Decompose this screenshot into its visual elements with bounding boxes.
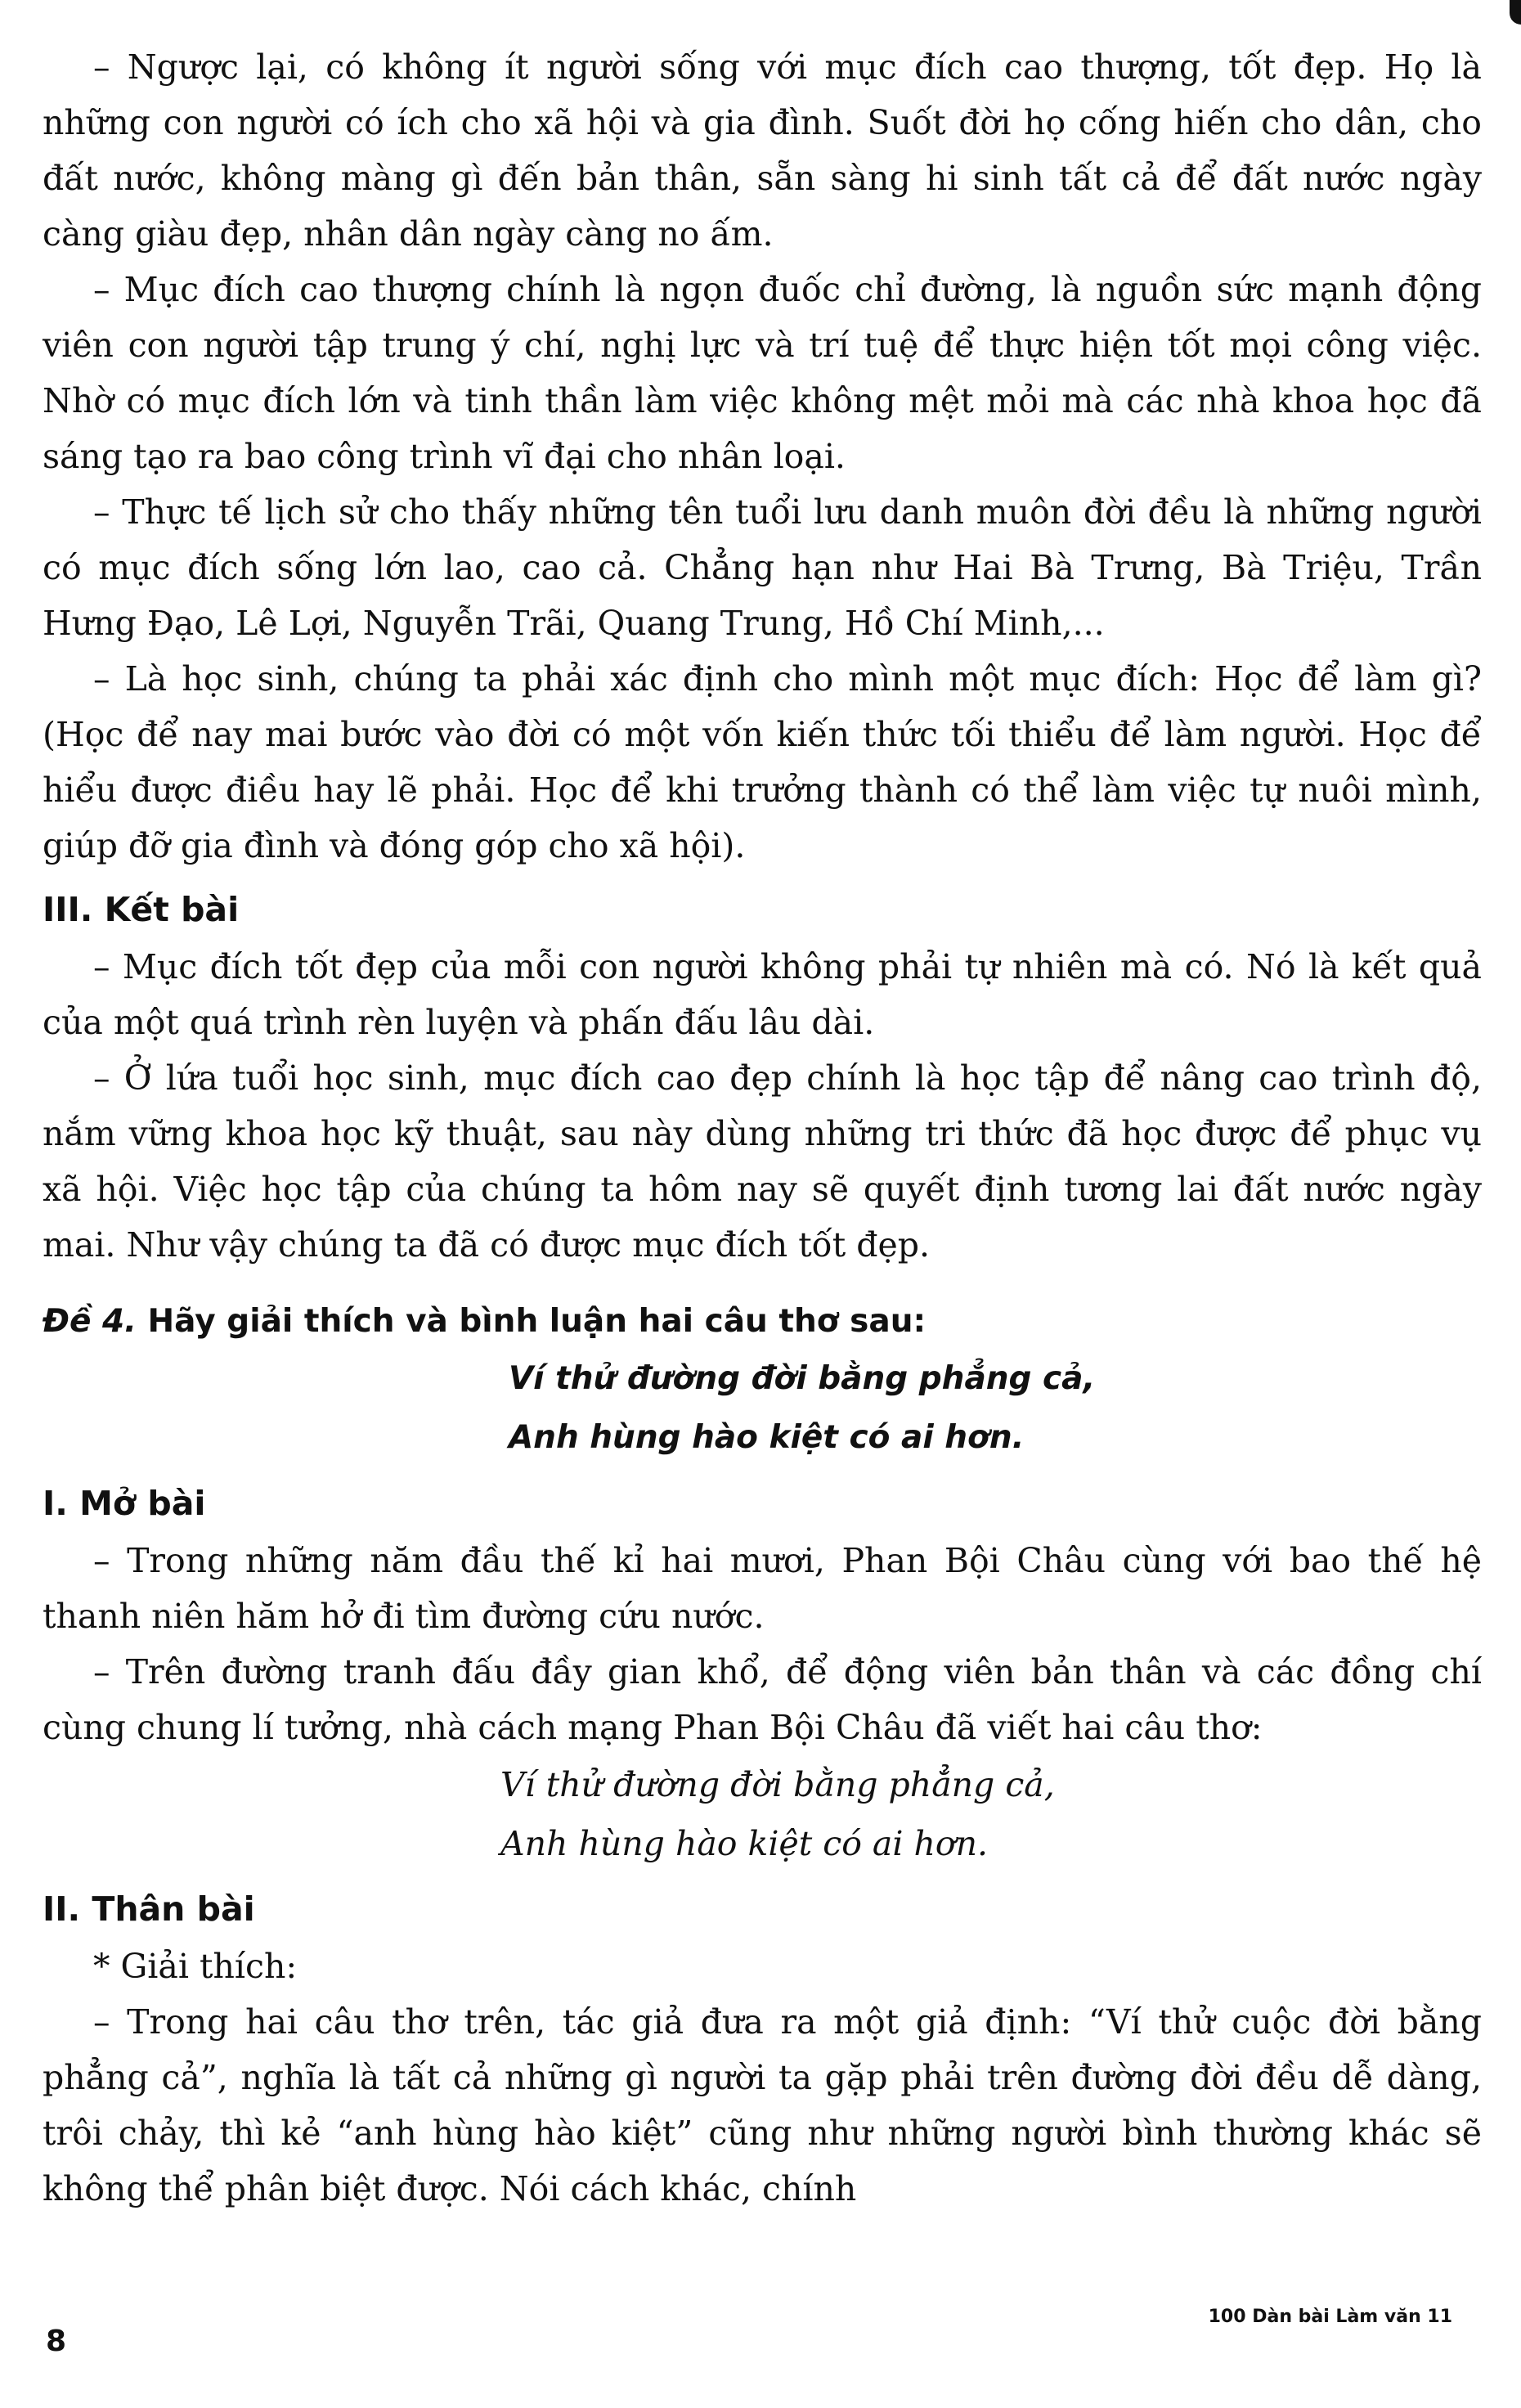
paragraph: – Trên đường tranh đấu đầy gian khổ, để động viên bản thân và các đồng chí cùng chung lí tưởng, nhà cách mạng Phan Bội Châu đã viết hai câu thơ: <box>43 1652 1482 1747</box>
page-footer <box>43 2307 1472 2372</box>
quote-verse-line: Anh hùng hào kiệt có ai hơn. <box>500 1824 989 1863</box>
section-heading-than-bai: II. Thân bài <box>43 1889 255 1929</box>
paragraph: * Giải thích: <box>93 1947 298 1986</box>
page-content <box>43 39 1482 2217</box>
book-title: 100 Dàn bài Làm văn 11 <box>1208 2307 1452 2327</box>
topic-verse-line: Anh hùng hào kiệt có ai hơn. <box>509 1419 1025 1456</box>
paragraph: – Ngược lại, có không ít người sống với mục đích cao thượng, tốt đẹp. Họ là những con người có ích cho xã hội và gia đình. Suốt đời họ cống hiến cho dân, cho đất nước, không màng gì đến bản thân, sẵn sàng hi sinh tất cả để đất nước ngày càng giàu đẹp, nhân dân ngày càng no ấm. <box>43 47 1482 254</box>
page-number: 8 <box>46 2325 67 2358</box>
topic-text: Hãy giải thích và bình luận hai câu thơ sau: <box>147 1303 927 1340</box>
quote-verse-line: Ví thử đường đời bằng phẳng cả, <box>500 1765 1055 1804</box>
topic-heading <box>43 1294 1482 1350</box>
page-corner-mark <box>1510 0 1521 25</box>
paragraph: – Mục đích cao thượng chính là ngọn đuốc chỉ đường, là nguồn sức mạnh động viên con người tập trung ý chí, nghị lực và trí tuệ để thực hiện tốt mọi công việc. Nhờ có mục đích lớn và tinh thần làm việc không mệt mỏi mà các nhà khoa học đã sáng tạo ra bao công trình vĩ đại cho nhân loại. <box>43 270 1482 476</box>
paragraph: – Mục đích tốt đẹp của mỗi con người không phải tự nhiên mà có. Nó là kết quả của một quá trình rèn luyện và phấn đấu lâu dài. <box>43 947 1482 1042</box>
paragraph: – Trong những năm đầu thế kỉ hai mươi, Phan Bội Châu cùng với bao thế hệ thanh niên hăm hở đi tìm đường cứu nước. <box>43 1541 1482 1636</box>
paragraph: – Thực tế lịch sử cho thấy những tên tuổi lưu danh muôn đời đều là những người có mục đích sống lớn lao, cao cả. Chẳng hạn như Hai Bà Trưng, Bà Triệu, Trần Hưng Đạo, Lê Lợi, Nguyễn Trãi, Quang Trung, Hồ Chí Minh,... <box>43 492 1482 643</box>
topic-number: Đề 4. <box>43 1303 137 1340</box>
section-heading-ket-bai: III. Kết bài <box>43 890 240 929</box>
paragraph: – Là học sinh, chúng ta phải xác định cho mình một mục đích: Học để làm gì? (Học để nay mai bước vào đời có một vốn kiến thức tối thiểu để làm người. Học để hiểu được điều hay lẽ phải. Học để khi trưởng thành có thể làm việc tự nuôi mình, giúp đỡ gia đình và đóng góp cho xã hội). <box>43 659 1482 865</box>
paragraph: – Ở lứa tuổi học sinh, mục đích cao đẹp chính là học tập để nâng cao trình độ, nắm vững khoa học kỹ thuật, sau này dùng những tri thức đã học được để phục vụ xã hội. Việc học tập của chúng ta hôm nay sẽ quyết định tương lai đất nước ngày mai. Như vậy chúng ta đã có được mục đích tốt đẹp. <box>43 1058 1482 1265</box>
topic-verse-line: Ví thử đường đời bằng phẳng cả, <box>509 1360 1096 1397</box>
section-heading-mo-bai: I. Mở bài <box>43 1484 206 1523</box>
paragraph: – Trong hai câu thơ trên, tác giả đưa ra một giả định: “Ví thử cuộc đời bằng phẳng cả”, nghĩa là tất cả những gì người ta gặp phải trên đường đời đều dễ dàng, trôi chảy, thì kẻ “anh hùng hào kiệt” cũng như những người bình thường khác sẽ không thể phân biệt được. Nói cách khác, chính <box>43 2002 1482 2208</box>
